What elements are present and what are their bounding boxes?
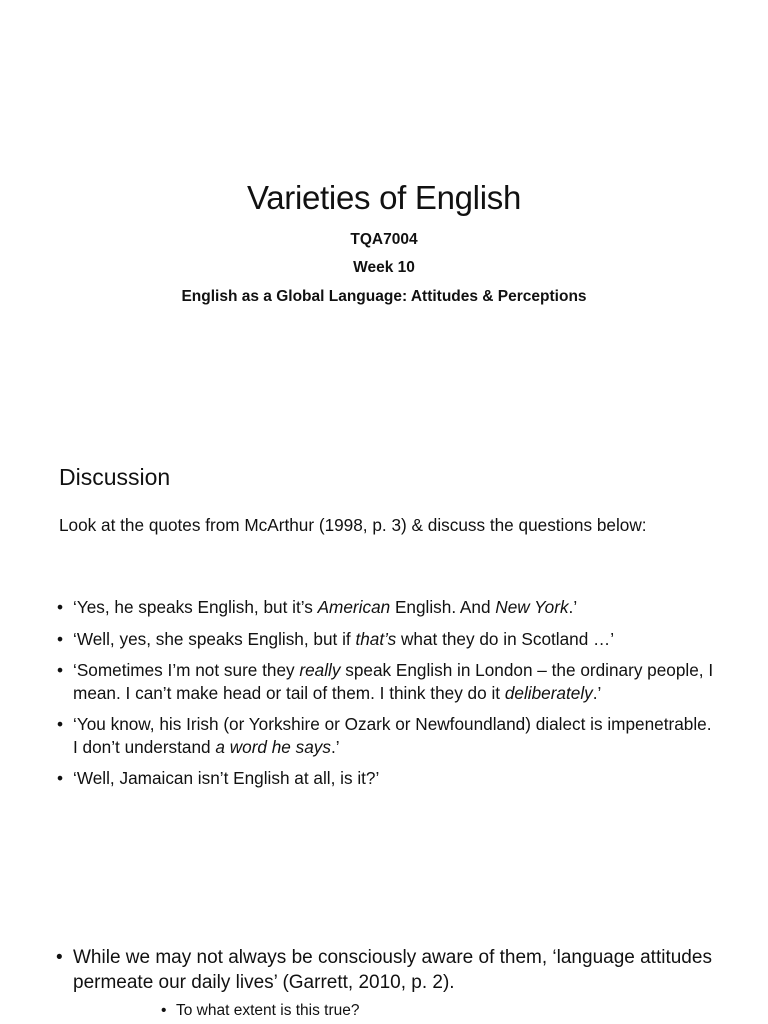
quote-emphasis: New York <box>495 597 569 617</box>
quote-text: .’ <box>568 597 578 617</box>
quote-item <box>0 713 768 758</box>
quote-text: English. And <box>390 597 496 617</box>
quote-emphasis: deliberately <box>504 682 593 703</box>
attitude-list <box>0 945 768 1021</box>
quote-text: ‘You know, his Irish (or Yorkshire or Ozark or Newfoundland) dialect is impenetrable. I don’t understand <box>73 714 712 757</box>
quote-list <box>0 596 768 799</box>
quote-text: .’ <box>592 682 602 703</box>
slide-title: Varieties of English <box>246 179 522 216</box>
quote-item <box>0 659 768 704</box>
quote-text: ‘Well, yes, she speaks English, but if <box>73 628 356 649</box>
discussion-intro: Look at the quotes from McArthur (1998, p. 3) & discuss the questions below: <box>59 515 647 535</box>
quote-text: .’ <box>331 736 340 757</box>
quote-text: what they do in Scotland …’ <box>396 628 615 649</box>
course-code: TQA7004 <box>350 231 418 248</box>
quote-item <box>0 596 768 619</box>
quote-item <box>0 767 768 790</box>
sub-question-text: To what extent is this true? <box>176 1002 360 1019</box>
lecture-topic: English as a Global Language: Attitudes & Perceptions <box>181 288 587 305</box>
attitude-point <box>0 945 768 1021</box>
quote-text: ‘Well, Jamaican isn’t English at all, is it?’ <box>73 768 380 788</box>
bullet-icon: • <box>57 628 64 649</box>
bullet-icon: • <box>57 768 64 788</box>
week-label: Week 10 <box>353 259 415 276</box>
discussion-heading: Discussion <box>59 464 171 490</box>
title-slide <box>0 0 768 420</box>
quote-emphasis: American <box>317 597 391 617</box>
discussion-slide <box>0 440 768 1024</box>
bullet-icon: • <box>57 597 64 617</box>
quote-text: ‘Sometimes I’m not sure they <box>73 660 300 680</box>
attitude-point-text: While we may not always be consciously aware of them, ‘language attitudes permeate our daily lives’ (Garrett, 2010, p. 2). <box>73 947 712 993</box>
quote-text: ‘Yes, he speaks English, but it’s <box>73 597 318 617</box>
sub-question <box>73 1001 718 1021</box>
quote-text: speak English in London – the ordinary people, I mean. I can’t make head or tail of them. I think they do it <box>73 660 714 703</box>
bullet-icon: • <box>57 660 64 680</box>
quote-emphasis: a word he says <box>215 736 331 757</box>
bullet-icon: • <box>161 1002 167 1019</box>
quote-emphasis: that’s <box>355 628 397 649</box>
bullet-icon: • <box>57 714 64 734</box>
quote-item <box>0 628 768 651</box>
quote-emphasis: really <box>299 660 341 680</box>
bullet-icon: • <box>56 947 63 968</box>
